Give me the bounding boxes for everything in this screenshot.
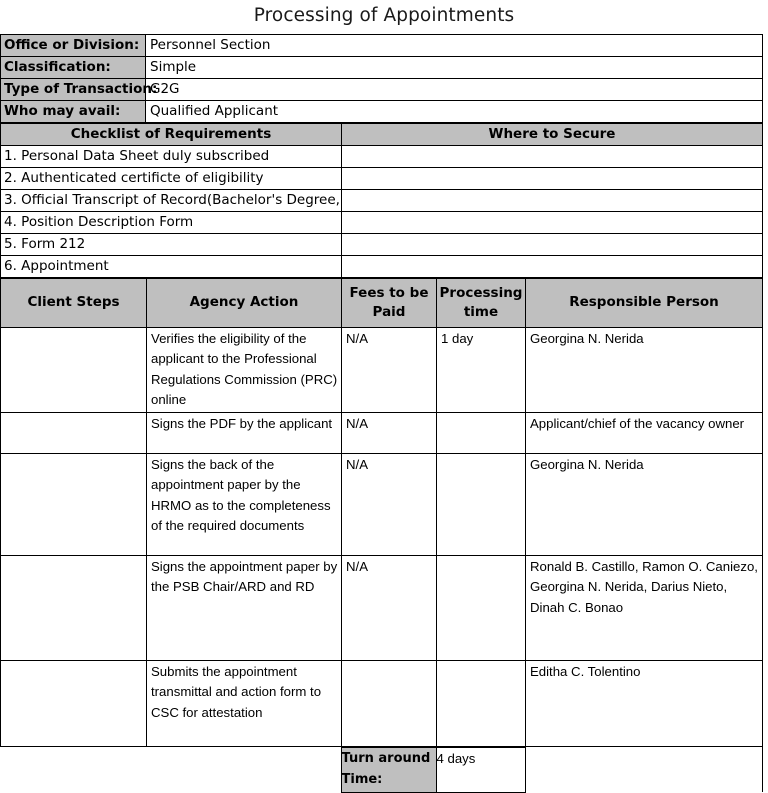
checklist-secure-1 — [342, 145, 763, 167]
checklist-body — [1, 145, 763, 277]
checklist-secure-3 — [342, 189, 763, 211]
table-row — [1, 278, 763, 327]
checklist-item-3: 3. Official Transcript of Record(Bachelor's Degree, — [1, 189, 342, 211]
cell-responsible-person-1: Georgina N. Nerida — [526, 327, 763, 412]
cell-responsible-person-2: Applicant/chief of the vacancy owner — [526, 412, 763, 453]
office-info-body — [1, 34, 763, 122]
table-row — [1, 211, 763, 233]
table-row — [1, 34, 763, 56]
cell-fees-5 — [342, 660, 437, 746]
cell-fees-1: N/A — [342, 327, 437, 412]
cell-agency-action-2: Signs the PDF by the applicant — [147, 412, 342, 453]
cell-fees-2: N/A — [342, 412, 437, 453]
cell-processing-time-3 — [437, 453, 526, 555]
checklist-item-2: 2. Authenticated certificte of eligibility — [1, 167, 342, 189]
column-header-client-steps: Client Steps — [1, 278, 147, 327]
cell-responsible-person-4: Ronald B. Castillo, Ramon O. Caniezo, Georgina N. Nerida, Darius Nieto, Dinah C. Bonao — [526, 555, 763, 660]
info-label-type-of-transaction: Type of Transaction: — [1, 78, 146, 100]
table-row — [1, 167, 763, 189]
column-header-fees-to-be-paid: Fees to be Paid — [342, 278, 437, 327]
table-row — [1, 123, 763, 145]
turn-around-spacer-agency-action — [146, 747, 341, 792]
turn-around-time-label: Turn around Time: — [341, 747, 436, 792]
table-row — [1, 100, 763, 122]
table-row — [1, 412, 763, 453]
column-header-responsible-person: Responsible Person — [526, 278, 763, 327]
process-steps-table — [0, 278, 763, 747]
table-row — [1, 78, 763, 100]
info-label-who-may-avail: Who may avail: — [1, 100, 146, 122]
cell-processing-time-1: 1 day — [437, 327, 526, 412]
info-value-who-may-avail: Qualified Applicant — [146, 100, 763, 122]
page-title: Processing of Appointments — [253, 5, 515, 26]
table-row — [1, 145, 763, 167]
turn-around-time-value: 4 days — [436, 747, 525, 792]
office-info-table — [0, 34, 763, 123]
column-header-processing-time: Processing time — [437, 278, 526, 327]
cell-client-steps-4 — [1, 555, 147, 660]
table-row — [0, 747, 762, 792]
steps-header — [1, 278, 763, 327]
cell-responsible-person-5: Editha C. Tolentino — [526, 660, 763, 746]
checklist-item-1: 1. Personal Data Sheet duly subscribed — [1, 145, 342, 167]
cell-client-steps-1 — [1, 327, 147, 412]
turn-around-spacer-client-steps — [0, 747, 146, 792]
cell-agency-action-4: Signs the appointment paper by the PSB Chair/ARD and RD — [147, 555, 342, 660]
checklist-item-4: 4. Position Description Form — [1, 211, 342, 233]
cell-processing-time-5 — [437, 660, 526, 746]
checklist-secure-2 — [342, 167, 763, 189]
table-row — [1, 453, 763, 555]
info-value-classification: Simple — [146, 56, 763, 78]
turn-around-time-body — [0, 747, 762, 792]
cell-processing-time-2 — [437, 412, 526, 453]
cell-client-steps-5 — [1, 660, 147, 746]
cell-agency-action-3: Signs the back of the appointment paper by the HRMO as to the completeness of the required documents — [147, 453, 342, 555]
cell-processing-time-4 — [437, 555, 526, 660]
checklist-header-where-to-secure: Where to Secure — [342, 123, 763, 145]
checklist-secure-6 — [342, 255, 763, 277]
cell-fees-3: N/A — [342, 453, 437, 555]
info-label-office-or-division: Office or Division: — [1, 34, 146, 56]
table-row — [1, 233, 763, 255]
cell-fees-4: N/A — [342, 555, 437, 660]
table-row — [1, 555, 763, 660]
table-row — [1, 255, 763, 277]
checklist-header-requirements: Checklist of Requirements — [1, 123, 342, 145]
column-header-agency-action: Agency Action — [147, 278, 342, 327]
info-value-type-of-transaction: G2G — [146, 78, 763, 100]
cell-agency-action-1: Verifies the eligibility of the applicant to the Professional Regulations Commission (PRC) online — [147, 327, 342, 412]
turn-around-spacer-responsible-person — [525, 747, 762, 792]
checklist-item-5: 5. Form 212 — [1, 233, 342, 255]
checklist-secure-5 — [342, 233, 763, 255]
turn-around-time-table — [0, 747, 763, 793]
checklist-header — [1, 123, 763, 145]
table-row — [1, 56, 763, 78]
checklist-secure-4 — [342, 211, 763, 233]
checklist-table — [0, 123, 763, 278]
cell-client-steps-3 — [1, 453, 147, 555]
steps-body — [1, 327, 763, 746]
info-label-classification: Classification: — [1, 56, 146, 78]
info-value-office-or-division: Personnel Section — [146, 34, 763, 56]
table-row — [1, 660, 763, 746]
cell-client-steps-2 — [1, 412, 147, 453]
cell-agency-action-5: Submits the appointment transmittal and action form to CSC for attestation — [147, 660, 342, 746]
table-row — [1, 189, 763, 211]
checklist-item-6: 6. Appointment — [1, 255, 342, 277]
cell-responsible-person-3: Georgina N. Nerida — [526, 453, 763, 555]
table-row — [1, 327, 763, 412]
